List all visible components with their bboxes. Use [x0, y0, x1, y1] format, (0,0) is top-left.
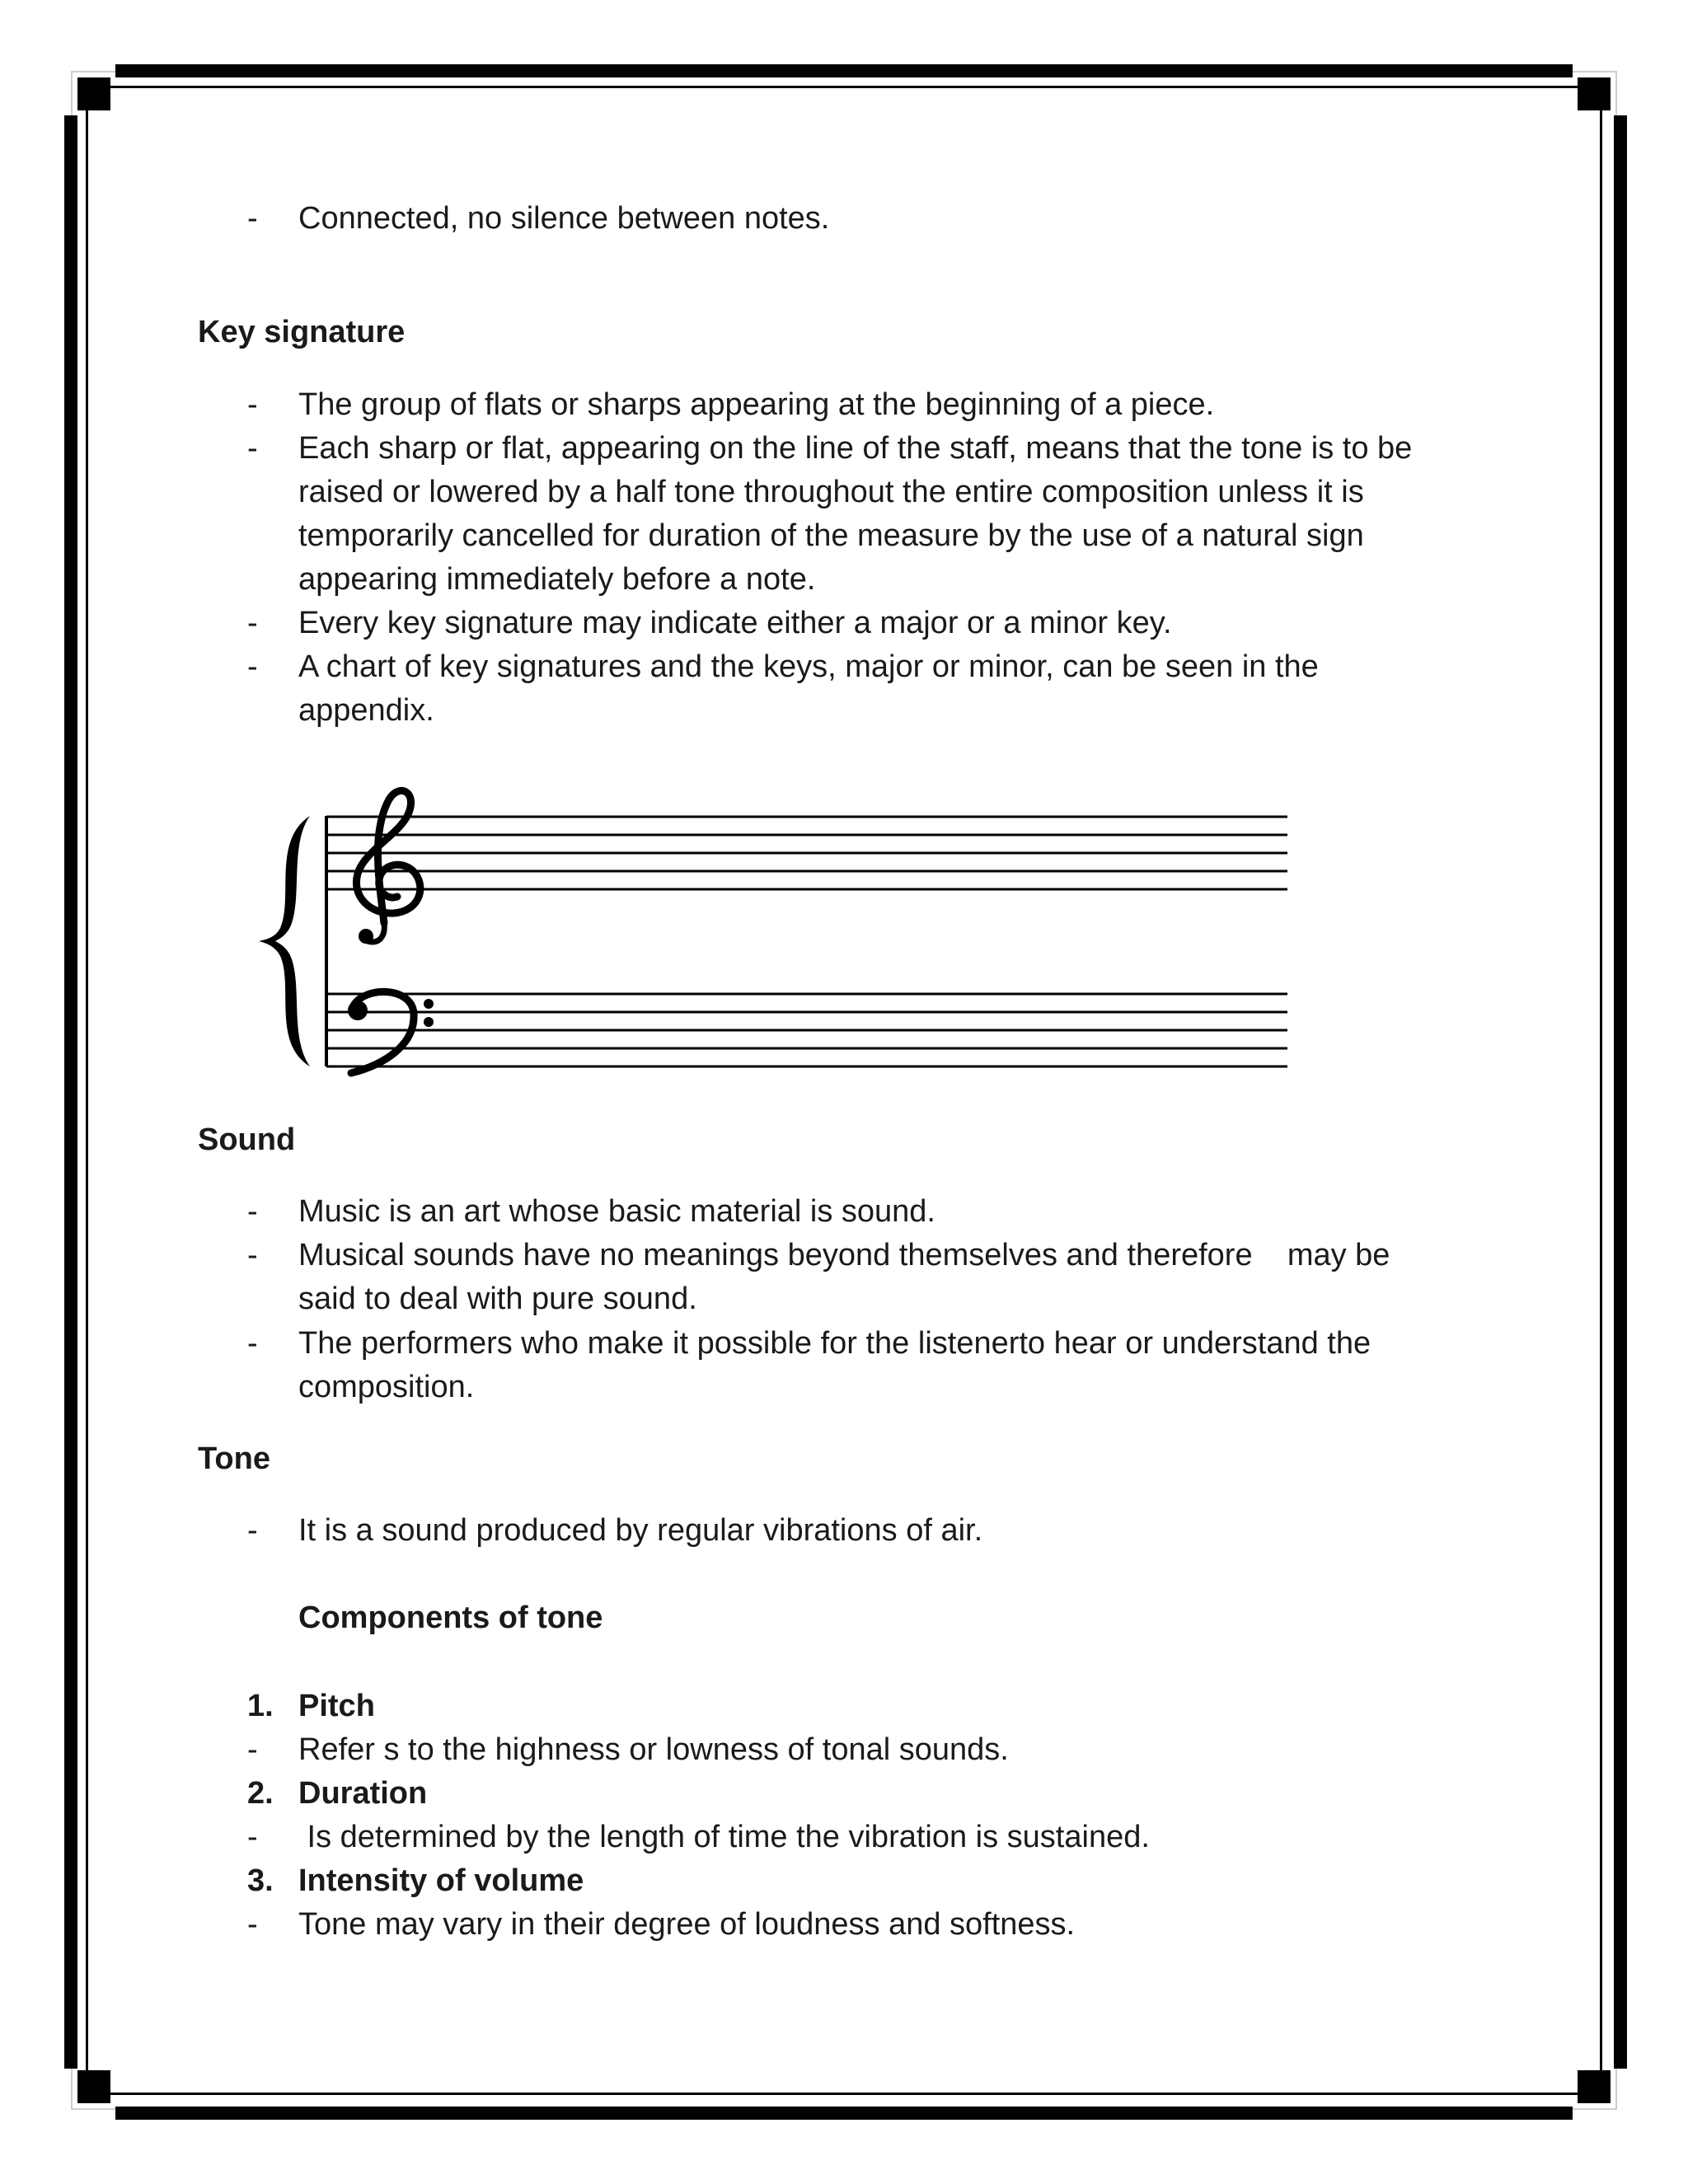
bullet-text: Each sharp or flat, appearing on the line of the staff, means that the tone is to be	[298, 431, 1413, 466]
bullet-text-continued: composition.	[298, 1370, 475, 1404]
bullet-text: A chart of key signatures and the keys, major or minor, can be seen in the	[298, 649, 1319, 684]
bullet-text: It is a sound produced by regular vibrations of air.	[298, 1513, 983, 1548]
bullet-dash: -	[247, 1907, 258, 1942]
section-heading-key-signature: Key signature	[198, 315, 406, 349]
bullet-text: Music is an art whose basic material is sound.	[298, 1194, 935, 1229]
bullet-text-continued: appendix.	[298, 693, 434, 728]
component-title-pitch: Pitch	[298, 1689, 375, 1723]
bullet-text: The performers who make it possible for the listenerto hear or understand the	[298, 1326, 1372, 1361]
section-heading-tone: Tone	[198, 1441, 270, 1476]
component-title-intensity: Intensity of volume	[298, 1863, 584, 1898]
bullet-dash: -	[247, 431, 258, 466]
bullet-dash: -	[247, 1194, 258, 1229]
bullet-dash: -	[247, 649, 258, 684]
bullet-dash: -	[247, 1513, 258, 1548]
bass-clef-icon	[348, 991, 434, 1073]
component-description: Refer s to the highness or lowness of tonal sounds.	[298, 1732, 1009, 1767]
list-number: 1.	[247, 1689, 274, 1723]
brace-icon	[259, 816, 310, 1066]
bullet-dash: -	[247, 1732, 258, 1767]
treble-staff-lines	[326, 817, 1287, 889]
list-number: 2.	[247, 1776, 274, 1811]
bullet-dash: -	[247, 201, 258, 236]
section-heading-sound: Sound	[198, 1122, 296, 1157]
component-description: Tone may vary in their degree of loudness and softness.	[298, 1907, 1076, 1942]
bullet-text: Connected, no silence between notes.	[298, 201, 830, 236]
bullet-dash: -	[247, 1238, 258, 1272]
bass-staff-lines	[326, 994, 1287, 1066]
bullet-text: The group of flats or sharps appearing at the beginning of a piece.	[298, 387, 1215, 422]
component-description: Is determined by the length of time the vibration is sustained.	[298, 1820, 1150, 1854]
treble-clef-icon	[356, 790, 420, 944]
bullet-dash: -	[247, 1820, 258, 1854]
bullet-dash: -	[247, 387, 258, 422]
bullet-text: Musical sounds have no meanings beyond themselves and therefore may be	[298, 1238, 1390, 1272]
component-title-duration: Duration	[298, 1776, 428, 1811]
bullet-text-continued: raised or lowered by a half tone throughout the entire composition unless it is	[298, 475, 1364, 509]
bullet-text-continued: said to deal with pure sound.	[298, 1282, 697, 1316]
bullet-dash: -	[247, 606, 258, 640]
list-number: 3.	[247, 1863, 274, 1898]
subheading-components-of-tone: Components of tone	[298, 1601, 603, 1635]
bullet-text: Every key signature may indicate either a major or a minor key.	[298, 606, 1172, 640]
bullet-text-continued: temporarily cancelled for duration of the measure by the use of a natural sign	[298, 518, 1364, 553]
bullet-text-continued: appearing immediately before a note.	[298, 562, 816, 597]
bullet-dash: -	[247, 1326, 258, 1361]
grand-staff-image	[247, 783, 1311, 1080]
